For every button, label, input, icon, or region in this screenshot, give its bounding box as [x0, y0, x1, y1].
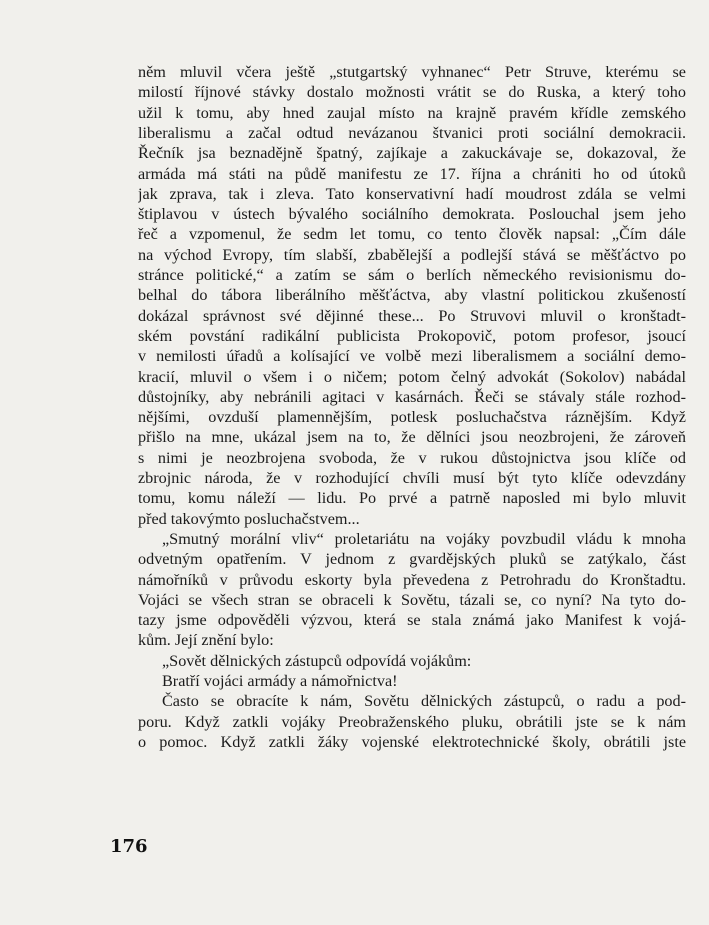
text-line: námořníků v průvodu eskorty byla převedena z Petrohradu do Kronštadtu.	[138, 570, 686, 589]
text-line: před takovýmto posluchačstvem...	[138, 509, 360, 528]
text-line: nějšími, ovzduší plamennějším, potlesk posluchačstva ráznějším. Když	[138, 408, 686, 427]
text-line: zbrojnic národa, že v rozhodující chvíli musí být tyto klíče odevzdány	[138, 469, 686, 487]
text-line: tomu, komu náleží — lidu. Po prvé a patrně naposled mi bylo mluvit	[138, 489, 686, 508]
text-line: liberalismu a začal odtud nevázanou štvanici proti sociální demokracii.	[138, 123, 686, 142]
text-line: milostí říjnové stávky dostalo možnosti vrátit se do Ruska, a který toho	[138, 83, 686, 102]
text-line: stránce politické,“ a zatím se sám o berlích německého revisionismu do-	[138, 266, 686, 284]
page-number: 176	[110, 836, 148, 857]
text-line: v nemilosti úřadů a kolísající ve volbě mezi liberalismem a sociální demo-	[138, 347, 686, 366]
text-line: kům. Její znění bylo:	[138, 631, 274, 650]
text-line: důstojníky, aby nebránili agitaci v kasárnách. Řeči se stávaly stále rozhod-	[138, 387, 686, 406]
text-line: tazy jsme odpověděli výzvou, která se stala známá jako Manifest k vojá-	[138, 611, 686, 630]
text-line: odvetným opatřením. V jednom z gvardějských pluků se zatýkalo, část	[138, 550, 686, 569]
text-line: Vojáci se všech stran se obraceli k Sovětu, tázali se, co nyní? Na tyto do-	[138, 590, 686, 609]
text-line: s nimi je neozbrojena svoboda, že v rukou důstojnictva jsou klíče od	[138, 448, 686, 467]
text-line: Řečník jsa beznadějně špatný, zajíkaje a zakuckávaje se, dokazoval, že	[138, 144, 686, 163]
text-line: kracií, mluvil o všem i o ničem; potom čelný advokát (Sokolov) nabádal	[138, 367, 686, 386]
text-line: belhal do tábora liberálního měšťáctva, aby vlastní politickou zkušeností	[138, 286, 686, 305]
text-line: užil k tomu, aby hned zaujal místo na krajně pravém křídle zemského	[138, 103, 686, 122]
text-line: řeč a vzpomenul, že sedm let tomu, co tento člověk napsal: „Čím dále	[138, 225, 686, 244]
paragraph-start-line: Často se obracíte k nám, Sovětu dělnických zástupců, o radu a pod-	[162, 692, 686, 711]
paragraph-start-line: „Smutný morální vliv“ proletariátu na vojáky povzbudil vládu k mnoha	[162, 529, 686, 548]
text-line: na východ Evropy, tím slabší, zbabělejší a podlejší stává se měšťáctvo po	[138, 245, 686, 264]
text-line: jak zprava, tak i zleva. Tato konservativní hadí moudrost zdála se velmi	[138, 184, 686, 203]
text-line: štiplavou v ústech bývalého sociálního demokrata. Poslouchal jsem jeho	[138, 205, 686, 224]
text-line: přišlo na mne, ukázal jsem na to, že dělníci jsou neozbrojeni, že zároveň	[138, 428, 686, 447]
text-line: ském povstání radikální publicista Prokopovič, potom profesor, jsoucí	[138, 326, 686, 345]
text-line: poru. Když zatkli vojáky Preobraženského pluku, obrátili jste se k nám	[138, 712, 686, 731]
text-line: něm mluvil včera ještě „stutgartský vyhnanec“ Petr Struve, kterému se	[138, 63, 686, 81]
text-line: dokázal správnost své dějinné these... Po Struvovi mluvil o kronštadt-	[138, 306, 686, 325]
text-line: o pomoc. Když zatkli žáky vojenské elektrotechnické školy, obrátili jste	[138, 732, 686, 751]
quote-heading-line: „Sovět dělnických zástupců odpovídá vojákům:	[162, 651, 472, 670]
text-line: armáda má státi na půdě manifestu ze 17. října a chrániti ho od útoků	[138, 164, 686, 183]
quote-salutation-line: Bratří vojáci armády a námořnictva!	[162, 672, 398, 690]
